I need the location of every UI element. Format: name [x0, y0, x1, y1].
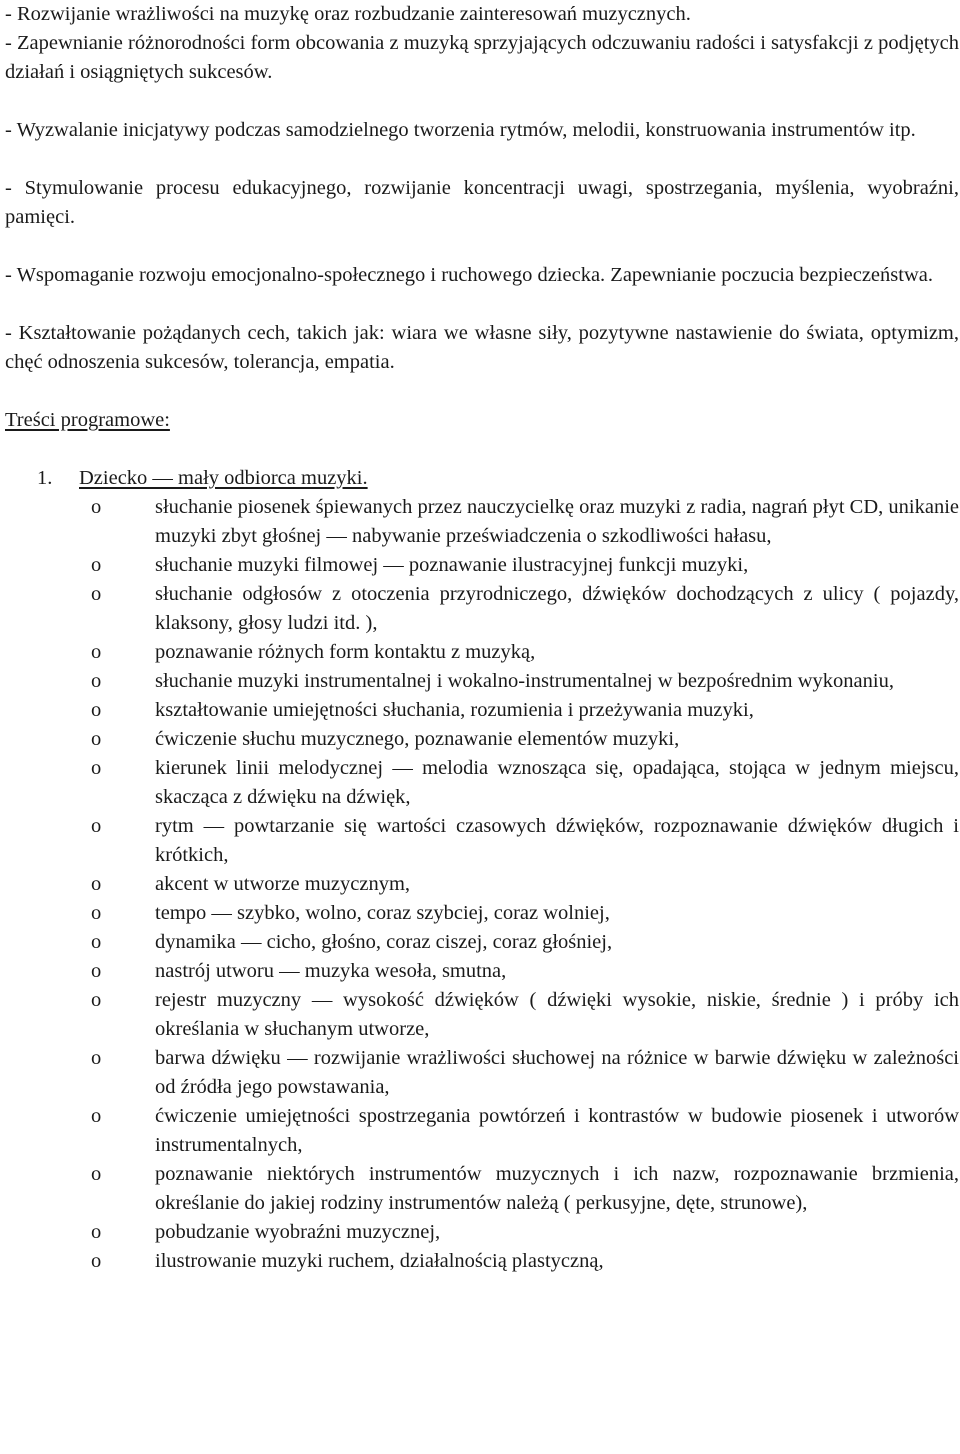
list-item-text: nastrój utworu — muzyka wesoła, smutna, [155, 960, 507, 982]
list-item-text: słuchanie muzyki filmowej — poznawanie ilustracyjnej funkcji muzyki, [155, 554, 749, 576]
list-item [5, 580, 959, 638]
list-item [5, 696, 959, 725]
list-item-text: ilustrowanie muzyki ruchem, działalnością plastyczną, [155, 1250, 604, 1272]
list-item [5, 899, 959, 928]
list-item-text: barwa dźwięku — rozwijanie wrażliwości słuchowej na różnice w barwie dźwięku w zależności od źródła jego powstawania, [155, 1047, 959, 1098]
bullet-marker: o [91, 902, 102, 924]
list-item [5, 638, 959, 667]
bullet-marker: o [91, 1250, 102, 1272]
intro-paragraph-2: - Zapewnianie różnorodności form obcowania z muzyką sprzyjających odczuwaniu radości i satysfakcji z podjętych działań i osiągniętych sukcesów. [5, 32, 959, 83]
document-page [5, 0, 959, 1276]
intro-paragraph-6: - Kształtowanie pożądanych cech, takich jak: wiara we własne siły, pozytywne nastawienie do świata, optymizm, chęć odnoszenia sukcesów, tolerancja, empatia. [5, 322, 959, 373]
list-item [5, 1102, 959, 1160]
list-item [5, 812, 959, 870]
intro-paragraph-5: - Wspomaganie rozwoju emocjonalno-społecznego i ruchowego dziecka. Zapewnianie poczucia bezpieczeństwa. [5, 264, 933, 286]
list-item-text: akcent w utworze muzycznym, [155, 873, 411, 895]
bullet-marker: o [91, 873, 102, 895]
list-item [5, 957, 959, 986]
list-item [5, 870, 959, 899]
bullet-marker: o [91, 757, 102, 779]
bullet-marker: o [91, 554, 102, 576]
bullet-marker: o [91, 1221, 102, 1243]
list-item [5, 1044, 959, 1102]
numbered-item [5, 464, 959, 493]
list-item-text: poznawanie różnych form kontaktu z muzyką, [155, 641, 536, 663]
list-item-text: kierunek linii melodycznej — melodia wznosząca się, opadająca, stojąca w jednym miejscu, skacząca z dźwięku na dźwięk, [155, 757, 959, 808]
list-item-text: słuchanie piosenek śpiewanych przez nauczycielkę oraz muzyki z radia, nagrań płyt CD, unikanie muzyki zbyt głośnej — nabywanie przeświadczenia o szkodliwości hałasu, [155, 496, 959, 547]
list-item [5, 493, 959, 551]
bullet-marker: o [91, 1047, 102, 1069]
list-item [5, 551, 959, 580]
list-item [5, 986, 959, 1044]
bullet-marker: o [91, 1105, 102, 1127]
list-item-text: słuchanie odgłosów z otoczenia przyrodniczego, dźwięków dochodzących z ulicy ( pojazdy, klaksony, głosy ludzi itd. ), [155, 583, 959, 634]
list-item [5, 1247, 959, 1276]
list-item [5, 928, 959, 957]
bullet-marker: o [91, 989, 102, 1011]
list-item-text: słuchanie muzyki instrumentalnej i wokalno-instrumentalnej w bezpośrednim wykonaniu, [155, 670, 894, 692]
bullet-marker: o [91, 496, 102, 518]
bullet-marker: o [91, 1163, 102, 1185]
list-item-text: poznawanie niektórych instrumentów muzycznych i ich nazw, rozpoznawanie brzmienia, określanie do jakiej rodziny instrumentów należą ( perkusyjne, dęte, strunowe), [155, 1163, 959, 1214]
list-item-text: pobudzanie wyobraźni muzycznej, [155, 1221, 441, 1243]
bullet-marker: o [91, 728, 102, 750]
bullet-marker: o [91, 931, 102, 953]
list-item [5, 754, 959, 812]
list-item-text: dynamika — cicho, głośno, coraz ciszej, coraz głośniej, [155, 931, 613, 953]
list-item [5, 1218, 959, 1247]
item-title: Dziecko — mały odbiorca muzyki. [79, 467, 368, 489]
list-item [5, 667, 959, 696]
bullet-marker: o [91, 699, 102, 721]
list-item-text: kształtowanie umiejętności słuchania, rozumienia i przeżywania muzyki, [155, 699, 754, 721]
bullet-marker: o [91, 670, 102, 692]
bullet-marker: o [91, 641, 102, 663]
bullet-marker: o [91, 815, 102, 837]
intro-paragraph-4: - Stymulowanie procesu edukacyjnego, rozwijanie koncentracji uwagi, spostrzegania, myślenia, wyobraźni, pamięci. [5, 177, 959, 228]
intro-paragraph-3: - Wyzwalanie inicjatywy podczas samodzielnego tworzenia rytmów, melodii, konstruowania instrumentów itp. [5, 119, 916, 141]
list-item-text: ćwiczenie umiejętności spostrzegania powtórzeń i kontrastów w budowie piosenek i utworów instrumentalnych, [155, 1105, 959, 1156]
list-item [5, 1160, 959, 1218]
section-heading: Treści programowe: [5, 409, 170, 431]
bullet-marker: o [91, 583, 102, 605]
list-item [5, 725, 959, 754]
bullet-marker: o [91, 960, 102, 982]
item-number: 1. [37, 467, 53, 489]
intro-paragraph-1: - Rozwijanie wrażliwości na muzykę oraz rozbudzanie zainteresowań muzycznych. [5, 3, 691, 25]
list-item-text: tempo — szybko, wolno, coraz szybciej, coraz wolniej, [155, 902, 610, 924]
bullet-list [5, 493, 959, 1276]
list-item-text: ćwiczenie słuchu muzycznego, poznawanie elementów muzyki, [155, 728, 680, 750]
list-item-text: rytm — powtarzanie się wartości czasowych dźwięków, rozpoznawanie dźwięków długich i krótkich, [155, 815, 959, 866]
list-item-text: rejestr muzyczny — wysokość dźwięków ( dźwięki wysokie, niskie, średnie ) i próby ich określania w słuchanym utworze, [155, 989, 959, 1040]
